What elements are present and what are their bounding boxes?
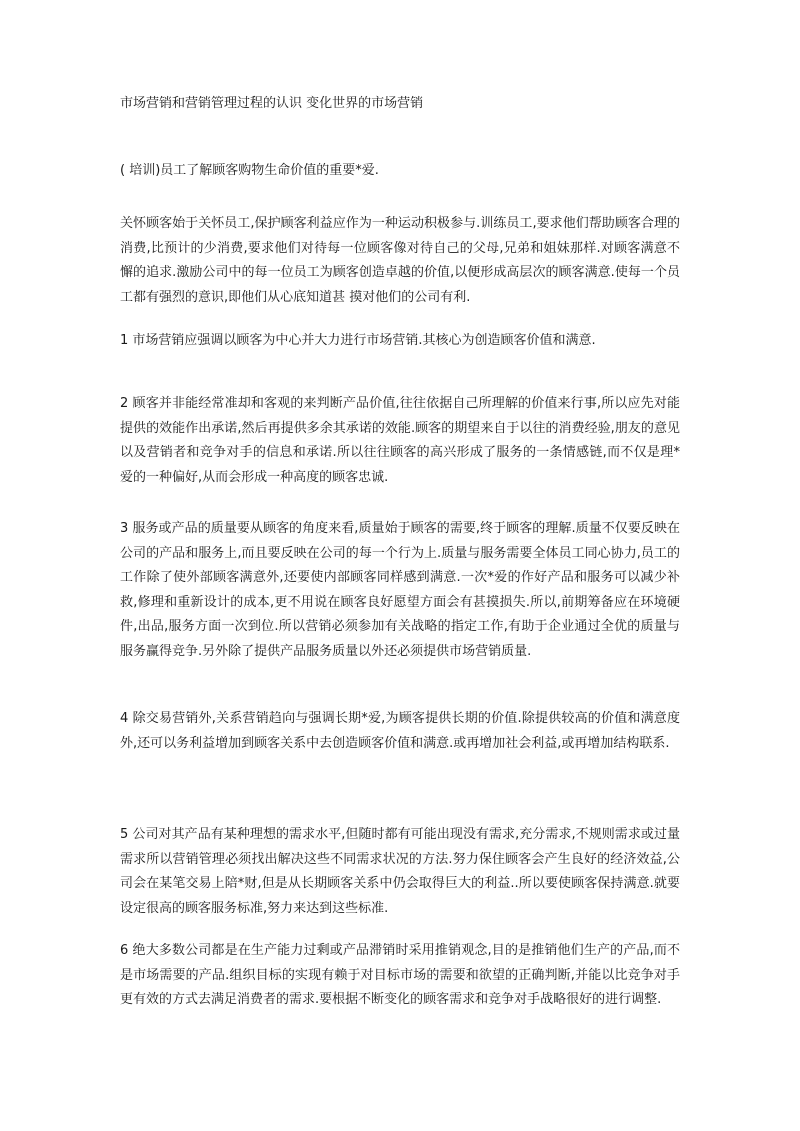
paragraph-4: 4 除交易营销外,关系营销趋向与强调长期*爱,为顾客提供长期的价值.除提供较高的价值和满意度外,还可以务利益增加到顾客关系中去创造顾客价值和满意.或再增加社会利益,或再增加结构联系. — [120, 711, 680, 751]
paragraph-intro: 关怀顾客始于关怀员工,保护顾客利益应作为一种运动积极参与.训练员工,要求他们帮助顾客合理的消费,比预计的少消费,要求他们对待每一位顾客像对待自己的父母,兄弟和姐妹那样.对顾客满意不懈的追求.激励公司中的每一位员工为顾客创造卓越的价值,以便形成高层次的顾客满意.使每一个员工都有强烈的意识,即他们从心底知道甚 摸对他们的公司有利. — [120, 216, 680, 305]
paragraph-2: 2 顾客并非能经常准却和客观的来判断产品价值,往往依据自己所理解的价值来行事,所以应先对能提供的效能作出承诺,然后再提供多余其承诺的效能.顾客的期望来自于以往的消费经验,朋友的意见以及营销者和竞争对手的信息和承诺.所以往往顾客的高兴形成了服务的一条情感链,而不仅是理*爱的一种偏好,从而会形成一种高度的顾客忠诚. — [120, 396, 680, 485]
paragraph-3: 3 服务或产品的质量要从顾客的角度来看,质量始于顾客的需要,终于顾客的理解.质量不仅要反映在公司的产品和服务上,而且要反映在公司的每一个行为上.质量与服务需要全体员工同心协力,员工的工作除了使外部顾客满意外,还要使内部顾客同样感到满意.一次*爱的作好产品和服务可以减少补救,修理和重新设计的成本,更不用说在顾客良好愿望方面会有甚摸损失.所以,前期筹备应在环境硬件,出品,服务方面一次到位.所以营销必须参加有关战略的指定工作,有助于企业通过全优的质量与服务赢得竞争.另外除了提供产品服务质量以外还必须提供市场营销质量. — [120, 521, 680, 659]
paragraph-1: 1 市场营销应强调以顾客为中心并大力进行市场营销.其核心为创造顾客价值和满意. — [120, 333, 596, 348]
paragraph-5: 5 公司对其产品有某种理想的需求水平,但随时都有可能出现没有需求,充分需求,不规则需求或过量需求所以营销管理必须找出解决这些不同需求状况的方法.努力保住顾客会产生良好的经济效益,公司会在某笔交易上陪*财,但是从长期顾客关系中仍会取得巨大的利益..所以要使顾客保持满意.就要设定很高的顾客服务标准,努力来达到这些标准. — [120, 827, 680, 916]
document-title: 市场营销和营销管理过程的认识 变化世界的市场营销 — [120, 96, 424, 111]
paragraph-6: 6 绝大多数公司都是在生产能力过剩或产品滞销时采用推销观念,目的是推销他们生产的产品,而不是市场需要的产品.组织目标的实现有赖于对目标市场的需要和欲望的正确判断,并能以比竞争对手更有效的方式去满足消费者的需求.要根据不断变化的顾客需求和竞争对手战略很好的进行调整. — [120, 943, 680, 1007]
document-subtitle: ( 培训)员工了解顾客购物生命价值的重要*爱. — [120, 163, 379, 178]
